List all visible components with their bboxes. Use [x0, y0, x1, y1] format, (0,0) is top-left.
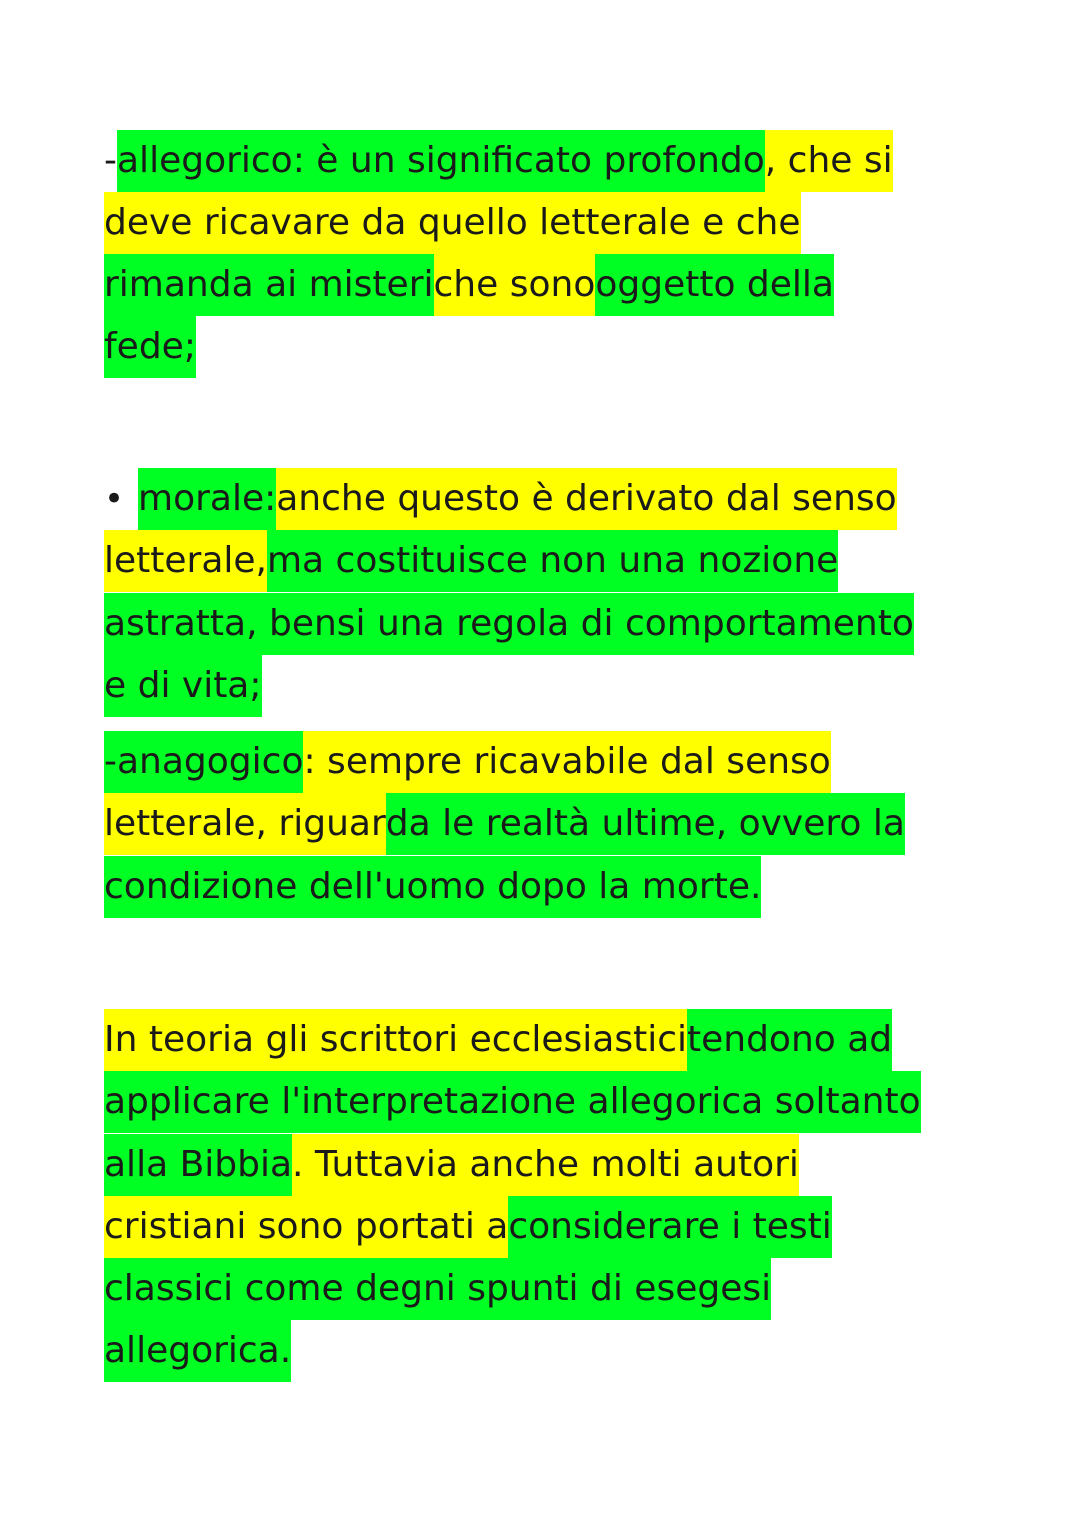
text-line: [104, 593, 914, 655]
highlight-green: condizione dell'uomo dopo la morte.: [104, 856, 761, 918]
highlight-yellow: letterale, riguar: [104, 793, 386, 855]
highlight-green: oggetto della: [595, 254, 834, 316]
highlight-yellow: anche questo è derivato dal senso: [276, 468, 896, 530]
highlight-yellow: deve ricavare da quello letterale e che: [104, 192, 801, 254]
highlight-yellow: che sono: [434, 254, 596, 316]
text-line: [104, 316, 196, 378]
text-line: [104, 731, 831, 793]
highlight-green: morale:: [138, 468, 276, 530]
highlight-green: da le realtà ultime, ovvero la: [386, 793, 905, 855]
highlight-green: -anagogico: [104, 731, 303, 793]
highlight-green: e di vita;: [104, 655, 262, 717]
highlight-green: alla Bibbia: [104, 1134, 292, 1196]
text-line: [104, 468, 897, 530]
plain-text: -: [104, 140, 117, 181]
highlight-yellow: , che si: [765, 130, 893, 192]
text-line: [104, 254, 834, 316]
text-line: [104, 655, 262, 717]
text-line: [104, 530, 838, 592]
text-line: [104, 130, 893, 192]
highlight-yellow: letterale,: [104, 530, 267, 592]
text-line: [104, 1320, 291, 1382]
text-line: [104, 1258, 771, 1320]
highlight-green: allegorica.: [104, 1320, 291, 1382]
highlight-green: rimanda ai misteri: [104, 254, 434, 316]
highlight-green: astratta, bensi una regola di comportamento: [104, 593, 914, 655]
highlight-green: classici come degni spunti di esegesi: [104, 1258, 771, 1320]
text-line: [104, 1134, 799, 1196]
text-line: [104, 1196, 832, 1258]
highlight-yellow: cristiani sono portati a: [104, 1196, 508, 1258]
text-line: [104, 1071, 921, 1133]
highlight-green: fede;: [104, 316, 196, 378]
highlight-green: applicare l'interpretazione allegorica soltanto: [104, 1071, 921, 1133]
highlight-yellow: : sempre ricavabile dal senso: [303, 731, 830, 793]
highlight-green: tendono ad: [687, 1009, 892, 1071]
highlight-yellow: In teoria gli scrittori ecclesiastici: [104, 1009, 687, 1071]
highlight-green: considerare i testi: [508, 1196, 831, 1258]
bullet-icon: •: [104, 479, 125, 519]
highlight-green: ma costituisce non una nozione: [267, 530, 838, 592]
text-line: [104, 856, 761, 918]
text-line: [104, 1009, 892, 1071]
highlight-green: allegorico: è un significato profondo: [117, 130, 765, 192]
text-line: [104, 793, 905, 855]
text-line: [104, 192, 801, 254]
highlight-yellow: . Tuttavia anche molti autori: [292, 1134, 799, 1196]
